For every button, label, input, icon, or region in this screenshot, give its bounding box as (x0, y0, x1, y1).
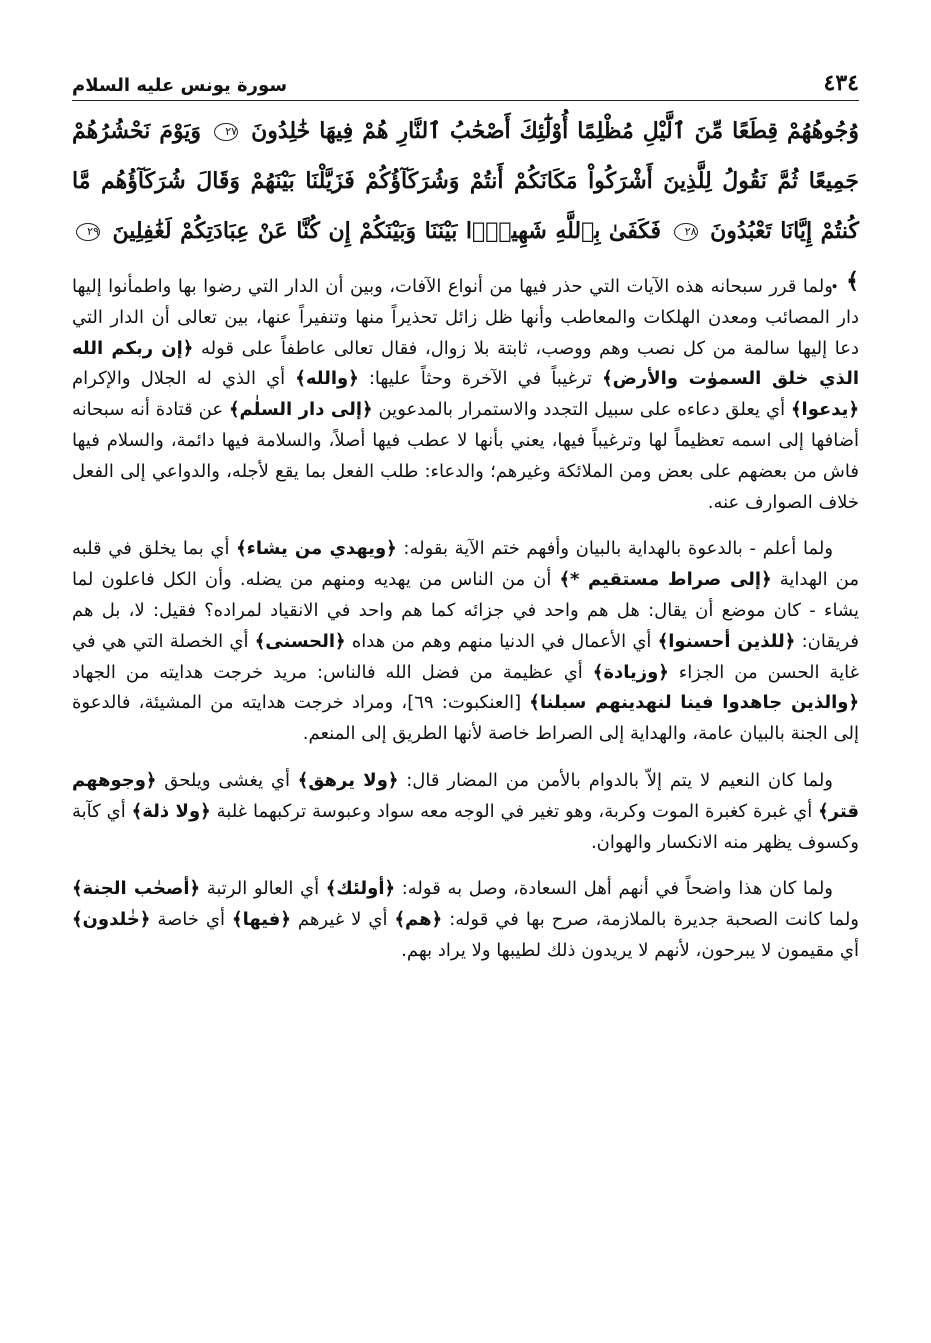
text-run: أي يغشى ويلحق (156, 769, 298, 791)
text-run: أي العالو الرتبة (200, 878, 326, 900)
text-run: ولما كان هذا واضحاً في أنهم أهل السعادة، وصل به قوله: (395, 878, 834, 900)
text-run: أي الأعمال في الدنيا منهم وهم من هداه (345, 630, 658, 652)
quoted-verse: ﴿إلى صراط مستقيم *﴾ (559, 569, 772, 591)
quoted-verse: ﴿إلى دار السلٰم﴾ (228, 399, 373, 421)
text-run: أن من الناس من يهديه ومنهم من يضله. وأن الكل فاعلون لما يشاء - كان موضع أن يقال: هل هم واحد في جزائه كما هم واحد في الانقياد لمراده؟ فقيل: لا، بل هم فريقان: (72, 569, 860, 652)
text-run: أي بما يخلق في قلبه من الهداية (72, 538, 860, 591)
text-run: أي غبرة كغبرة الموت وكربة، وهو تغير في الوجه معه سواد وعبوسة تركبهما غلبة (210, 800, 819, 822)
quoted-verse: ﴿للذين أحسنوا﴾ (657, 630, 796, 652)
quoted-verse: ﴿أولئك﴾ (325, 878, 396, 900)
commentary-paragraph-1 (72, 272, 859, 518)
quoted-verse: ﴿ولا ذلة﴾ (131, 800, 211, 822)
text-run: أي كآبة وكسوف يظهر منه الانكسار والهوان. (72, 800, 859, 853)
text-run: ولما كان النعيم لا يتم إلاّ بالدوام بالأمن من المضار قال: (398, 769, 833, 791)
verse-28-text: وَيَوْمَ نَحْشُرُهُمْ جَمِيعًا ثُمَّ نَقُولُ لِلَّذِينَ أَشْرَكُواْ مَكَانَكُمْ أَنتُمْ وَشُرَكَآؤُكُمْ فَزَيَّلْنَا بَيْنَهُمْ وَقَالَ شُرَكَآؤُهُم مَّا كُنتُمْ إِيَّانَا تَعْبُدُونَ (72, 118, 859, 244)
quoted-verse: ﴿إن ربكم الله الذي خلق السموٰت والأرض﴾ (72, 337, 859, 390)
text-run: ترغيباً في الآخرة وحثاً عليها: (358, 368, 603, 390)
text-run: أي خاصة (150, 909, 233, 931)
commentary-paragraph-4 (72, 874, 859, 966)
quoted-verse: ﴿ويهدي من يشاء﴾ (236, 538, 397, 560)
commentary-body (72, 272, 859, 981)
quoted-verse: ﴿فيها﴾ (232, 909, 291, 931)
text-run: أي الذي له الجلال والإكرام (72, 368, 296, 390)
text-run: أي عظيمة من فضل الله فالناس: مريد خرجت هدايته من الجهاد (72, 661, 593, 683)
text-run: ولما أعلم - بالدعوة بالهداية بالبيان وأفهم ختم الآية بقوله: (396, 538, 834, 560)
ayah-marker-28: ٢٨ (674, 223, 698, 241)
quoted-verse: ﴿أصحٰب الجنة﴾ (72, 878, 201, 900)
ayah-marker-29: ٢٩ (76, 223, 100, 241)
page-header (72, 56, 859, 101)
verse-end-mark: ﴾ . (830, 268, 859, 294)
ayah-marker-27: ٢٧ (214, 123, 238, 141)
quoted-verse: ﴿والله﴾ (295, 368, 359, 390)
quoted-verse: ﴿وزيادة﴾ (592, 661, 669, 683)
text-run: [العنكبوت: ٦٩]، ومراد خرجت هدايته من المشيئة، فالدعوة إلى الجنة بالبيان عامة، والهداية إلى الصراط خاصة لأنها الطريق إلى المنعم. (72, 692, 859, 745)
quoted-verse: ﴿ولا يرهق﴾ (297, 769, 399, 791)
running-title: سورة يونس عليه السلام (72, 75, 288, 96)
page-number: ٤٣٤ (823, 70, 859, 96)
quoted-verse: ﴿هم﴾ (394, 909, 443, 931)
commentary-paragraph-2 (72, 534, 859, 750)
quoted-verse: ﴿والذين جاهدوا فينا لنهدينهم سبلنا﴾ (529, 692, 860, 714)
text-run: أي الخصلة التي هي في غاية الحسن من الجزاء (72, 630, 859, 683)
quoted-verse: ﴿وجوههم قتر﴾ (72, 769, 860, 822)
text-run: أي لا غيرهم (290, 909, 395, 931)
verse-29-text: فَكَفَىٰ بِٱللَّهِ شَهِيدًۢا بَيْنَنَا وَبَيْنَكُمْ إِن كُنَّا عَنْ عِبَادَتِكُمْ لَغَٰفِلِينَ (112, 218, 662, 244)
text-run: ولما قرر سبحانه هذه الآيات التي حذر فيها من أنواع الآفات، وبين أن الدار التي رضوا بها واطمأنوا إليها دار المصائب ومعدن الهلكات والمعاطب وأنها ظل زائل تحذيراً منها وتنفيراً عنها، بين تعالى أن الدار التي دعا إليها سالمة من كل نصب وهم ووصب، ثابتة بلا زوال، فقال تعالى عاطفاً على قوله (72, 276, 859, 359)
text-run: أي يعلق دعاءه على سبيل التجدد والاستمرار بالمدعوين (372, 399, 791, 421)
text-run: أي مقيمون لا يبرحون، لأنهم لا يريدون ذلك لطيبها ولا يراد بهم. (401, 939, 859, 961)
quoted-verse: ﴿يدعوا﴾ (790, 399, 859, 421)
commentary-paragraph-3 (72, 766, 859, 858)
text-run: عن قتادة أنه سبحانه أضافها إلى اسمه تعظيماً لها وترغيباً فيها، يعني بأنها لا عطب فيها أصلاً، والسلامة فيها دائمة، والسلام فيها فاش من بعضهم على بعض ومن الملائكة وغيرهم؛ والدعاء: طلب الفعل بما يقع لأجله، والدواعي إلى الفعل خلاف الصوارف عنه. (72, 399, 859, 513)
verse-27-text: وُجُوهُهُمْ قِطَعًا مِّنَ ٱلَّيْلِ مُظْلِمًا أُوْلَٰٓئِكَ أَصْحَٰبُ ٱلنَّارِ هُمْ فِيهَا خَٰلِدُونَ (251, 118, 859, 144)
text-run: ولما كانت الصحبة جديرة بالملازمة، صرح بها في قوله: (442, 909, 859, 931)
quoted-verse: ﴿خٰلدون﴾ (72, 909, 151, 931)
quoted-verse: ﴿الحسنى﴾ (254, 630, 346, 652)
